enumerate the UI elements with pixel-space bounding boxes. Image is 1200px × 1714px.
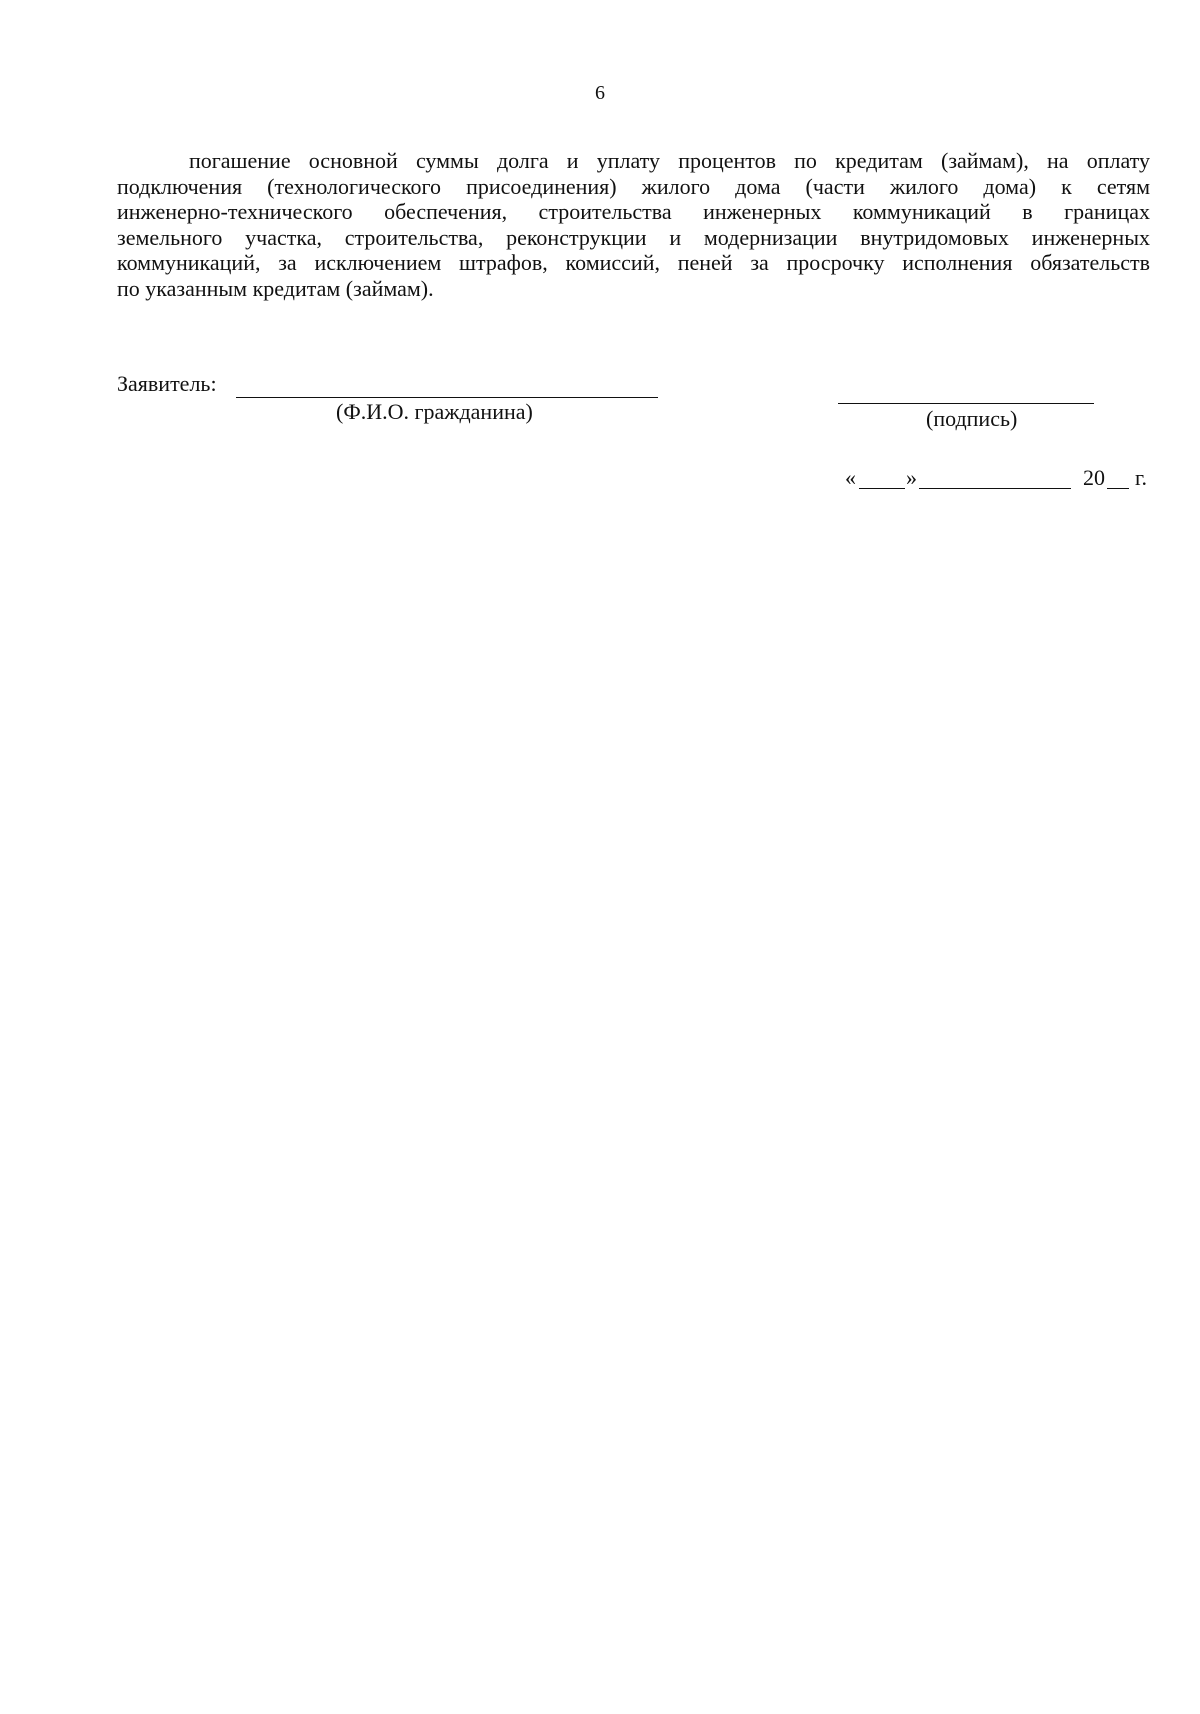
signature-blank	[838, 403, 1094, 404]
date-close-quote: »	[906, 465, 917, 490]
date-year-suffix: г.	[1135, 465, 1148, 490]
page-number: 6	[595, 82, 605, 104]
date-year-prefix: 20	[1083, 465, 1105, 490]
name-caption: (Ф.И.О. гражданина)	[336, 399, 533, 424]
date-open-quote: «	[845, 465, 856, 490]
date-row	[845, 465, 1156, 495]
applicant-label: Заявитель:	[117, 371, 217, 396]
paragraph-line: по указанным кредитам (займам).	[117, 275, 434, 301]
date-day-blank	[859, 488, 905, 489]
paragraph-line: погашение основной суммы долга и уплату процентов по кредитам (займам), на оплату	[189, 148, 1150, 173]
paragraph-line: земельного участка, строительства, реконструкции и модернизации внутридомовых инженерных	[117, 224, 1150, 250]
paragraph-line: подключения (технологического присоединения) жилого дома (части жилого дома) к сетям	[117, 173, 1150, 199]
paragraph-line: коммуникаций, за исключением штрафов, комиссий, пеней за просрочку исполнения обязательств	[117, 250, 1150, 275]
date-month-blank	[919, 488, 1071, 489]
paragraph-line: инженерно-технического обеспечения, строительства инженерных коммуникаций в границах	[117, 199, 1150, 224]
date-year-blank	[1107, 488, 1129, 489]
signature-caption: (подпись)	[926, 406, 1018, 431]
applicant-name-blank	[236, 397, 658, 398]
body-paragraph	[117, 148, 1150, 301]
